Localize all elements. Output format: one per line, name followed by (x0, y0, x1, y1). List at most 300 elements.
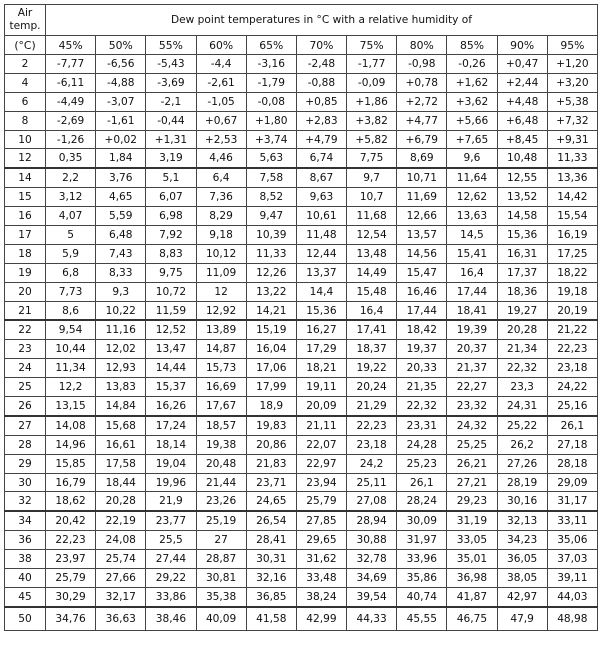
dew-point-cell: -4,88 (96, 73, 146, 92)
table-row (5, 263, 598, 282)
dew-point-cell: 16,46 (397, 282, 447, 301)
dew-point-cell: 16,61 (96, 435, 146, 454)
dew-point-cell: 22,32 (497, 359, 547, 378)
dew-point-cell: -1,79 (246, 73, 296, 92)
dew-point-cell: 14,58 (497, 207, 547, 226)
dew-point-cell: 7,43 (96, 244, 146, 263)
dew-point-cell: 20,28 (96, 492, 146, 511)
dew-point-cell: 11,33 (547, 149, 597, 168)
dew-point-cell: +5,66 (447, 111, 497, 130)
air-temp-cell: 14 (5, 168, 46, 187)
dew-point-cell: 13,36 (547, 168, 597, 187)
dew-point-cell: +1,20 (547, 55, 597, 74)
dew-point-cell: 3,76 (96, 168, 146, 187)
dew-point-cell: 29,22 (146, 569, 196, 588)
dew-point-cell: 12,52 (146, 320, 196, 339)
air-temp-cell: 18 (5, 244, 46, 263)
dew-point-cell: -0,98 (397, 55, 447, 74)
dew-point-cell: +3,74 (246, 130, 296, 149)
dew-point-cell: 14,44 (146, 359, 196, 378)
table-title: Dew point temperatures in °C with a relative humidity of (46, 5, 598, 36)
dew-point-cell: +3,20 (547, 73, 597, 92)
table-row (5, 244, 598, 263)
dew-point-cell: 3,19 (146, 149, 196, 168)
dew-point-cell: -0,88 (296, 73, 346, 92)
dew-point-cell: 12,44 (296, 244, 346, 263)
dew-point-cell: 26,21 (447, 454, 497, 473)
dew-point-cell: -7,77 (46, 55, 96, 74)
dew-point-cell: 4,65 (96, 188, 146, 207)
dew-point-cell: 9,47 (246, 207, 296, 226)
dew-point-cell: 42,97 (497, 587, 547, 606)
dew-point-cell: -0,44 (146, 111, 196, 130)
dew-point-cell: 21,9 (146, 492, 196, 511)
dew-point-cell: 12,2 (46, 378, 96, 397)
dew-point-cell: -6,56 (96, 55, 146, 74)
dew-point-cell: 13,52 (497, 188, 547, 207)
dew-point-cell: +7,32 (547, 111, 597, 130)
dew-point-cell: 32,16 (246, 569, 296, 588)
dew-point-cell: +1,31 (146, 130, 196, 149)
dew-point-cell: -4,49 (46, 92, 96, 111)
dew-point-cell: 13,63 (447, 207, 497, 226)
dew-point-cell: 21,11 (296, 416, 346, 435)
dew-point-cell: 34,23 (497, 531, 547, 550)
dew-point-cell: 15,85 (46, 454, 96, 473)
dew-point-cell: 31,62 (296, 550, 346, 569)
table-row (5, 531, 598, 550)
humidity-header-cell: 55% (146, 36, 196, 55)
dew-point-cell: 19,37 (397, 340, 447, 359)
dew-point-cell: 8,52 (246, 188, 296, 207)
dew-point-cell: 4,46 (196, 149, 246, 168)
dew-point-cell: 20,37 (447, 340, 497, 359)
humidity-header-cell: 90% (497, 36, 547, 55)
dew-point-cell: 17,24 (146, 416, 196, 435)
dew-point-cell: 15,41 (447, 244, 497, 263)
air-temp-header (5, 5, 46, 36)
dew-point-cell: 20,09 (296, 397, 346, 416)
dew-point-cell: 8,67 (296, 168, 346, 187)
dew-point-cell: 36,85 (246, 587, 296, 606)
dew-point-cell: 10,44 (46, 340, 96, 359)
air-temp-cell: 19 (5, 263, 46, 282)
dew-point-cell: 21,34 (497, 340, 547, 359)
dew-point-cell: 30,88 (347, 531, 397, 550)
dew-point-cell: 18,9 (246, 397, 296, 416)
dew-point-cell: +1,86 (347, 92, 397, 111)
humidity-header-row (5, 36, 598, 55)
dew-point-cell: 0,35 (46, 149, 96, 168)
dew-point-cell: 8,6 (46, 301, 96, 320)
dew-point-cell: 7,58 (246, 168, 296, 187)
dew-point-cell: 7,75 (347, 149, 397, 168)
dew-point-cell: 5,63 (246, 149, 296, 168)
dew-point-cell: 11,64 (447, 168, 497, 187)
dew-point-cell: 24,08 (96, 531, 146, 550)
dew-point-cell: 23,77 (146, 511, 196, 530)
dew-point-cell: 31,97 (397, 531, 447, 550)
table-row (5, 607, 598, 631)
dew-point-cell: 27,66 (96, 569, 146, 588)
dew-point-cell: 47,9 (497, 607, 547, 631)
dew-point-cell: 20,24 (347, 378, 397, 397)
humidity-header-cell: 45% (46, 36, 96, 55)
dew-point-cell: 18,14 (146, 435, 196, 454)
dew-point-cell: +2,53 (196, 130, 246, 149)
dew-point-cell: 7,73 (46, 282, 96, 301)
humidity-header-cell: 85% (447, 36, 497, 55)
dew-point-cell: +9,31 (547, 130, 597, 149)
dew-point-cell: 22,97 (296, 454, 346, 473)
dew-point-cell: 19,27 (497, 301, 547, 320)
table-row (5, 511, 598, 530)
dew-point-cell: 26,1 (547, 416, 597, 435)
air-temp-cell: 25 (5, 378, 46, 397)
dew-point-cell: 12,93 (96, 359, 146, 378)
dew-point-cell: +1,62 (447, 73, 497, 92)
air-temp-cell: 36 (5, 531, 46, 550)
air-temp-cell: 26 (5, 397, 46, 416)
dew-point-cell: +3,62 (447, 92, 497, 111)
air-temp-cell: 24 (5, 359, 46, 378)
air-temp-cell: 22 (5, 320, 46, 339)
dew-point-cell: 22,23 (547, 340, 597, 359)
dew-point-cell: 5,59 (96, 207, 146, 226)
dew-point-cell: 20,42 (46, 511, 96, 530)
table-row (5, 320, 598, 339)
table-row (5, 168, 598, 187)
dew-point-cell: +7,65 (447, 130, 497, 149)
dew-point-cell: 25,22 (497, 416, 547, 435)
dew-point-cell: +5,38 (547, 92, 597, 111)
dew-point-cell: -3,07 (96, 92, 146, 111)
dew-point-cell: 24,65 (246, 492, 296, 511)
dew-point-cell: 19,83 (246, 416, 296, 435)
table-row (5, 73, 598, 92)
dew-point-cell: +4,79 (296, 130, 346, 149)
dew-point-cell: 10,7 (347, 188, 397, 207)
dew-point-cell: 9,63 (296, 188, 346, 207)
humidity-header-cell: 60% (196, 36, 246, 55)
dew-point-cell: 28,24 (397, 492, 447, 511)
dew-point-cell: 41,87 (447, 587, 497, 606)
dew-point-cell: 6,98 (146, 207, 196, 226)
dew-point-cell: 16,27 (296, 320, 346, 339)
dew-point-cell: 17,58 (96, 454, 146, 473)
dew-point-cell: -5,43 (146, 55, 196, 74)
dew-point-cell: 9,75 (146, 263, 196, 282)
air-temp-cell: 2 (5, 55, 46, 74)
dew-point-cell: 22,23 (46, 531, 96, 550)
dew-point-cell: 6,07 (146, 188, 196, 207)
dew-point-cell: 23,3 (497, 378, 547, 397)
table-row (5, 130, 598, 149)
dew-point-cell: 27,26 (497, 454, 547, 473)
dew-point-cell: 9,3 (96, 282, 146, 301)
dew-point-cell: 25,25 (447, 435, 497, 454)
dew-point-cell: 19,18 (547, 282, 597, 301)
dew-point-cell: 36,05 (497, 550, 547, 569)
dew-point-cell: 17,41 (347, 320, 397, 339)
dew-point-cell: +0,78 (397, 73, 447, 92)
dew-point-cell: 25,74 (96, 550, 146, 569)
dew-point-cell: 10,22 (96, 301, 146, 320)
table-row (5, 473, 598, 492)
dew-point-cell: 16,31 (497, 244, 547, 263)
table-row (5, 492, 598, 511)
dew-point-cell: 13,37 (296, 263, 346, 282)
dew-point-cell: 24,31 (497, 397, 547, 416)
dew-point-cell: 27 (196, 531, 246, 550)
dew-point-cell: 10,12 (196, 244, 246, 263)
dew-point-cell: 13,47 (146, 340, 196, 359)
dew-point-cell: 8,69 (397, 149, 447, 168)
dew-point-cell: 36,63 (96, 607, 146, 631)
dew-point-cell: 23,18 (347, 435, 397, 454)
dew-point-cell: 23,94 (296, 473, 346, 492)
air-temp-cell: 4 (5, 73, 46, 92)
dew-point-cell: 18,22 (547, 263, 597, 282)
dew-point-cell: 45,55 (397, 607, 447, 631)
dew-point-cell: 48,98 (547, 607, 597, 631)
air-temp-cell: 30 (5, 473, 46, 492)
dew-point-cell: 11,68 (347, 207, 397, 226)
dew-point-cell: 23,32 (447, 397, 497, 416)
dew-point-cell: 10,39 (246, 226, 296, 245)
dew-point-cell: 25,23 (397, 454, 447, 473)
dew-point-table-container (4, 4, 598, 648)
dew-point-cell: 32,78 (347, 550, 397, 569)
table-row (5, 111, 598, 130)
dew-point-cell: 15,54 (547, 207, 597, 226)
dew-point-cell: 16,4 (447, 263, 497, 282)
table-row (5, 378, 598, 397)
dew-point-cell: 17,06 (246, 359, 296, 378)
air-temp-cell: 16 (5, 207, 46, 226)
dew-point-cell: 16,19 (547, 226, 597, 245)
dew-point-cell: 22,07 (296, 435, 346, 454)
dew-point-cell: 33,48 (296, 569, 346, 588)
dew-point-cell: 25,11 (347, 473, 397, 492)
dew-point-cell: 38,24 (296, 587, 346, 606)
dew-point-cell: 15,47 (397, 263, 447, 282)
dew-point-cell: 16,4 (347, 301, 397, 320)
dew-point-cell: 14,96 (46, 435, 96, 454)
air-temp-cell: 8 (5, 111, 46, 130)
dew-point-cell: 29,09 (547, 473, 597, 492)
dew-point-cell: 14,08 (46, 416, 96, 435)
dew-point-cell: -0,08 (246, 92, 296, 111)
air-temp-cell: 20 (5, 282, 46, 301)
dew-point-cell: 19,96 (146, 473, 196, 492)
dew-point-cell: 12,02 (96, 340, 146, 359)
dew-point-cell: 22,19 (96, 511, 146, 530)
dew-point-cell: 20,86 (246, 435, 296, 454)
dew-point-cell: 25,19 (196, 511, 246, 530)
dew-point-cell: 21,44 (196, 473, 246, 492)
dew-point-cell: 39,54 (347, 587, 397, 606)
dew-point-cell: 15,36 (296, 301, 346, 320)
dew-point-cell: 17,44 (397, 301, 447, 320)
air-temp-cell: 38 (5, 550, 46, 569)
dew-point-cell: +6,79 (397, 130, 447, 149)
dew-point-cell: 18,62 (46, 492, 96, 511)
table-row (5, 226, 598, 245)
title-row (5, 5, 598, 36)
dew-point-cell: 38,46 (146, 607, 196, 631)
dew-point-cell: 16,04 (246, 340, 296, 359)
table-row (5, 301, 598, 320)
dew-point-cell: -0,26 (447, 55, 497, 74)
dew-point-cell: 34,69 (347, 569, 397, 588)
dew-point-cell: 32,13 (497, 511, 547, 530)
dew-point-cell: +4,77 (397, 111, 447, 130)
air-temp-header-line1: Air (17, 7, 33, 19)
dew-point-cell: 16,69 (196, 378, 246, 397)
dew-point-cell: 14,5 (447, 226, 497, 245)
air-temp-cell: 12 (5, 149, 46, 168)
dew-point-cell: 17,67 (196, 397, 246, 416)
dew-point-cell: 15,68 (96, 416, 146, 435)
dew-point-cell: 27,44 (146, 550, 196, 569)
dew-point-cell: 19,39 (447, 320, 497, 339)
dew-point-cell: -3,69 (146, 73, 196, 92)
dew-point-cell: 22,27 (447, 378, 497, 397)
dew-point-cell: 42,99 (296, 607, 346, 631)
dew-point-cell: 33,05 (447, 531, 497, 550)
dew-point-cell: 14,87 (196, 340, 246, 359)
dew-point-cell: 19,38 (196, 435, 246, 454)
table-row (5, 92, 598, 111)
dew-point-cell: 21,22 (547, 320, 597, 339)
dew-point-cell: +1,80 (246, 111, 296, 130)
dew-point-cell: 30,81 (196, 569, 246, 588)
dew-point-cell: 12,66 (397, 207, 447, 226)
dew-point-cell: 15,48 (347, 282, 397, 301)
dew-point-cell: 26,1 (397, 473, 447, 492)
dew-point-cell: 20,48 (196, 454, 246, 473)
dew-point-cell: 18,42 (397, 320, 447, 339)
dew-point-cell: 13,48 (347, 244, 397, 263)
dew-point-cell: 11,69 (397, 188, 447, 207)
dew-point-cell: +2,83 (296, 111, 346, 130)
dew-point-cell: 10,71 (397, 168, 447, 187)
dew-point-cell: 30,29 (46, 587, 96, 606)
dew-point-cell: 44,33 (347, 607, 397, 631)
dew-point-cell: 4,07 (46, 207, 96, 226)
dew-point-cell: 18,21 (296, 359, 346, 378)
dew-point-cell: 11,09 (196, 263, 246, 282)
dew-point-cell: 9,7 (347, 168, 397, 187)
dew-point-cell: +0,02 (96, 130, 146, 149)
dew-point-cell: 5 (46, 226, 96, 245)
dew-point-cell: 25,16 (547, 397, 597, 416)
air-temp-cell: 40 (5, 569, 46, 588)
dew-point-cell: 5,1 (146, 168, 196, 187)
dew-point-cell: 10,48 (497, 149, 547, 168)
dew-point-cell: 23,26 (196, 492, 246, 511)
dew-point-cell: 18,36 (497, 282, 547, 301)
dew-point-cell: 40,09 (196, 607, 246, 631)
table-row (5, 149, 598, 168)
dew-point-cell: 11,59 (146, 301, 196, 320)
dew-point-cell: 18,44 (96, 473, 146, 492)
dew-point-cell: 23,18 (547, 359, 597, 378)
dew-point-table (4, 4, 598, 631)
dew-point-cell: 37,03 (547, 550, 597, 569)
dew-point-cell: 13,89 (196, 320, 246, 339)
dew-point-cell: 31,17 (547, 492, 597, 511)
humidity-header-cell: 75% (347, 36, 397, 55)
air-temp-cell: 10 (5, 130, 46, 149)
dew-point-cell: 23,97 (46, 550, 96, 569)
dew-point-cell: -1,26 (46, 130, 96, 149)
dew-point-cell: 6,4 (196, 168, 246, 187)
dew-point-cell: 21,29 (347, 397, 397, 416)
dew-point-cell: 20,33 (397, 359, 447, 378)
table-row (5, 207, 598, 226)
dew-point-cell: 35,86 (397, 569, 447, 588)
dew-point-cell: 14,49 (347, 263, 397, 282)
humidity-header-cell: 65% (246, 36, 296, 55)
dew-point-cell: 6,48 (96, 226, 146, 245)
dew-point-cell: 19,22 (347, 359, 397, 378)
dew-point-cell: 36,98 (447, 569, 497, 588)
dew-point-cell: -1,61 (96, 111, 146, 130)
dew-point-cell: 9,18 (196, 226, 246, 245)
dew-point-cell: 2,2 (46, 168, 96, 187)
dew-point-cell: +6,48 (497, 111, 547, 130)
dew-point-cell: 23,31 (397, 416, 447, 435)
dew-point-cell: 13,83 (96, 378, 146, 397)
air-temp-cell: 6 (5, 92, 46, 111)
dew-point-cell: -4,4 (196, 55, 246, 74)
dew-point-cell: 12 (196, 282, 246, 301)
dew-point-cell: 16,79 (46, 473, 96, 492)
dew-point-cell: 17,44 (447, 282, 497, 301)
dew-point-cell: 20,19 (547, 301, 597, 320)
dew-point-cell: 44,03 (547, 587, 597, 606)
dew-point-cell: 30,31 (246, 550, 296, 569)
dew-point-cell: 30,09 (397, 511, 447, 530)
dew-point-cell: 9,54 (46, 320, 96, 339)
dew-point-cell: 29,23 (447, 492, 497, 511)
dew-point-cell: 32,17 (96, 587, 146, 606)
dew-point-cell: -3,16 (246, 55, 296, 74)
dew-point-cell: 46,75 (447, 607, 497, 631)
dew-point-cell: 21,83 (246, 454, 296, 473)
dew-point-cell: +3,82 (347, 111, 397, 130)
air-temp-cell: 34 (5, 511, 46, 530)
dew-point-cell: 17,25 (547, 244, 597, 263)
dew-point-cell: 33,11 (547, 511, 597, 530)
table-row (5, 550, 598, 569)
dew-point-cell: 28,94 (347, 511, 397, 530)
dew-point-cell: 19,04 (146, 454, 196, 473)
dew-point-cell: 30,16 (497, 492, 547, 511)
air-temp-cell: 29 (5, 454, 46, 473)
air-temp-unit: (°C) (5, 36, 46, 55)
table-row (5, 587, 598, 606)
dew-point-cell: 15,37 (146, 378, 196, 397)
dew-point-cell: 31,19 (447, 511, 497, 530)
dew-point-cell: +2,72 (397, 92, 447, 111)
dew-point-cell: 11,33 (246, 244, 296, 263)
dew-point-cell: 33,96 (397, 550, 447, 569)
dew-point-cell: 35,06 (547, 531, 597, 550)
table-row (5, 435, 598, 454)
